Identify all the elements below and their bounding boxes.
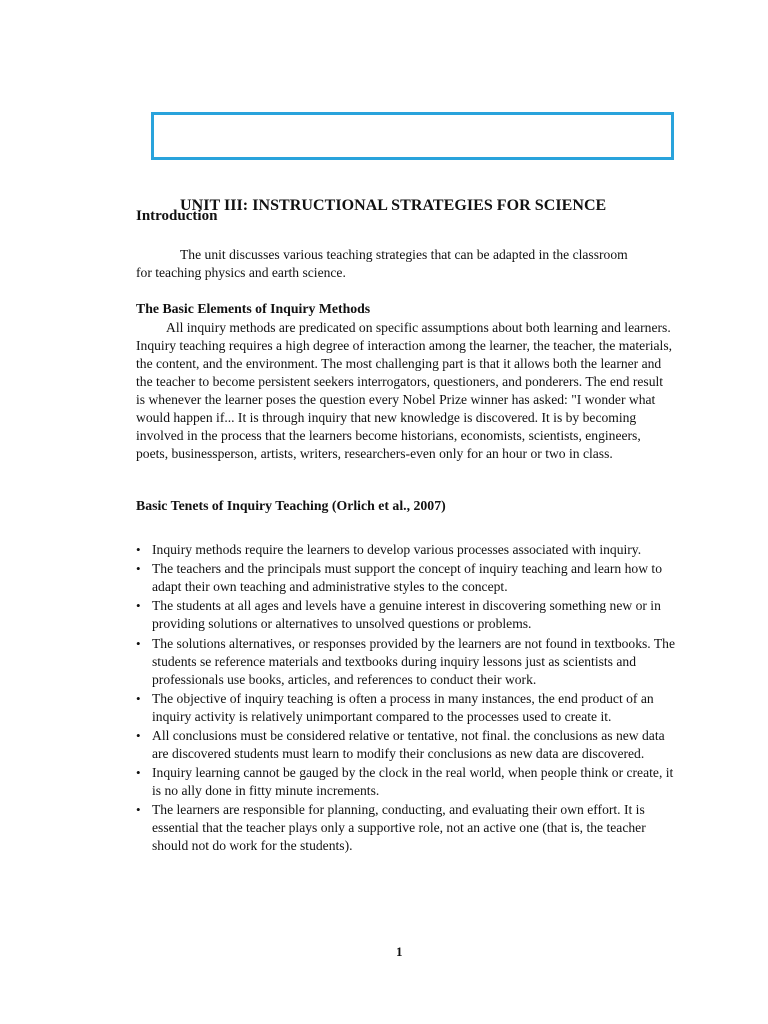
page-number: 1: [396, 944, 403, 959]
list-item: [136, 727, 676, 763]
list-item-text: Inquiry methods require the learners to develop various processes associated with inquiry.: [152, 542, 642, 557]
list-item: [136, 690, 676, 726]
unit-title: UNIT III: INSTRUCTIONAL STRATEGIES FOR SCIENCE: [180, 197, 607, 214]
bullet-icon: •: [136, 561, 141, 577]
header-box: [151, 112, 674, 160]
bullet-icon: •: [136, 690, 141, 706]
bullet-icon: •: [136, 802, 141, 818]
list-item: [136, 560, 676, 596]
bullet-icon: •: [136, 635, 141, 651]
list-item-text: The objective of inquiry teaching is often a process in many instances, the end product of an inquiry activity is relatively unimportant compared to the processes used to create it.: [152, 690, 654, 724]
list-item-text: The solutions alternatives, or responses provided by the learners are not found in textbooks. The students se reference materials and textbooks during inquiry lessons just as scientists and professionals use books, articles, and references to conduct their work.: [152, 635, 675, 687]
list-item: [136, 764, 676, 800]
introduction-paragraph: [136, 246, 656, 282]
inquiry-methods-heading: The Basic Elements of Inquiry Methods: [136, 301, 371, 316]
introduction-heading: Introduction: [136, 208, 218, 224]
list-item: [136, 597, 676, 633]
list-item: [136, 635, 676, 689]
bullet-icon: •: [136, 542, 141, 557]
inquiry-tenets-list: [136, 541, 676, 857]
list-item-text: Inquiry learning cannot be gauged by the clock in the real world, when people think or create, it is no ally done in fitty minute increments.: [152, 765, 674, 799]
introduction-line-2: for teaching physics and earth science.: [136, 265, 346, 280]
bullet-icon: •: [136, 598, 141, 614]
list-item: [136, 801, 676, 855]
list-item-text: The learners are responsible for planning, conducting, and evaluating their own effort. It is essential that the teacher plays only a supportive role, not an active one (that is, the teacher should not do work for the students).: [152, 802, 646, 854]
list-item: [136, 541, 676, 559]
list-item-text: All conclusions must be considered relative or tentative, not final. the conclusions as new data are discovered students must learn to modify their conclusions as new data are discovered.: [152, 727, 665, 761]
bullet-icon: •: [136, 765, 141, 781]
inquiry-methods-paragraph: All inquiry methods are predicated on specific assumptions about both learning and learners. Inquiry teaching requires a high degree of interaction among the learner, the teacher, the materials, the content, and the environment. The most challenging part is that it allows both the learner and the teacher to become persistent seekers interrogators, questioners, and ponderers. The end result is whenever the learner poses the question every Nobel Prize winner has asked: "I wonder what would happen if... It is through inquiry that new knowledge is discovered. It is by becoming involved in the process that the learners become historians, economists, scientists, engineers, poets, businessperson, artists, writers, researchers-even only for an hour or two in class.: [136, 320, 673, 461]
introduction-line-1: The unit discusses various teaching strategies that can be adapted in the classroom: [180, 247, 628, 262]
bullet-icon: •: [136, 727, 141, 743]
inquiry-tenets-heading: Basic Tenets of Inquiry Teaching (Orlich et al., 2007): [136, 498, 446, 513]
list-item-text: The students at all ages and levels have a genuine interest in discovering something new or in providing solutions or alternatives to unsolved questions or problems.: [152, 598, 661, 632]
list-item-text: The teachers and the principals must support the concept of inquiry teaching and learn how to adapt their own teaching and administrative styles to the concept.: [152, 561, 662, 595]
